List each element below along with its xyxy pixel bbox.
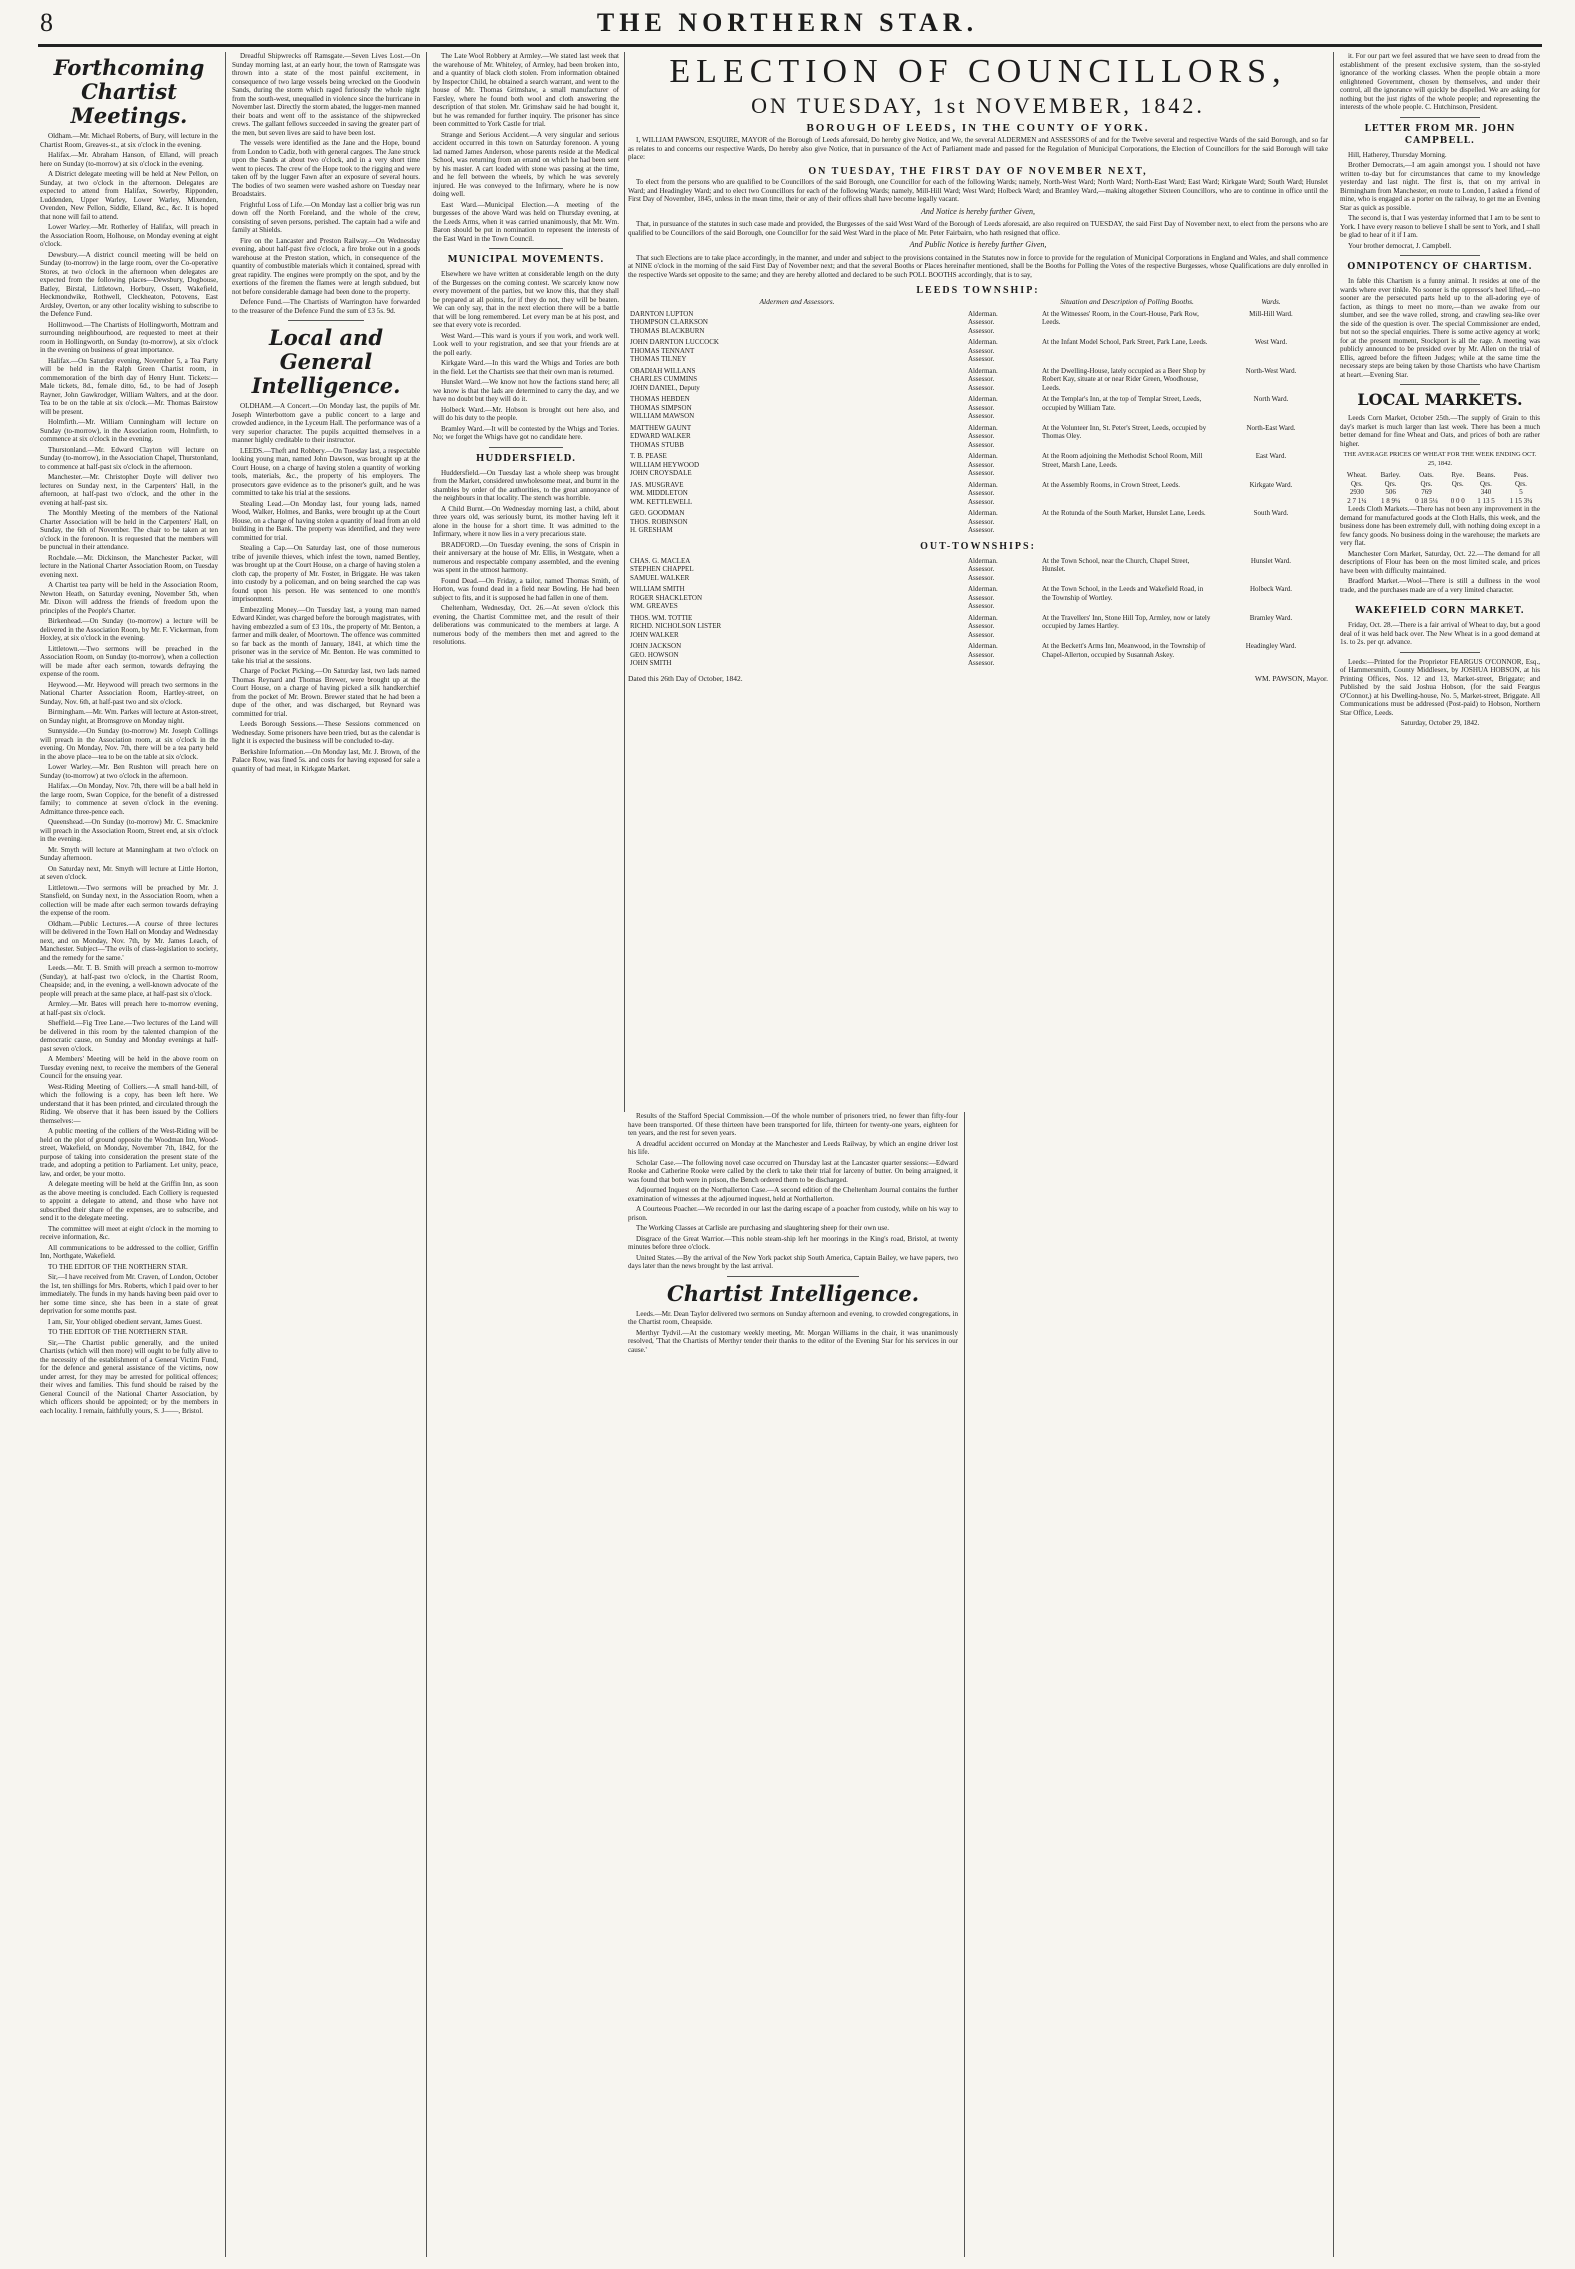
ward-name: Headingley Ward. [1245,642,1297,650]
election-paragraph: That such Elections are to take place accordingly, in the manner, and under and subject to the provisions contained in the Statutes now in force to provide for the regulation of Municipal Corporations in England and Wales, and shall commence at NINE o'clock in the morning of the said First Day of November next; and that the several Booths or Places hereinafter mentioned, shall be the Booths for Polling the Votes of the respective Burgesses, whose Qualifications are duly enrolled in the respective Wards set opposite to the same; and they are hereby allotted and declared to be such POLL BOOTHS accordingly, that is to say, [628,253,1328,279]
ward-name: North-East Ward. [1246,423,1296,432]
article: Leeds.—Mr. T. B. Smith will preach a sermon to-morrow (Sunday), at half-past two o'clock, in the Chartist Room, Cheapside; and, in the evening, a well-known advocate of the people will preach at the same place, at half-past six o'clock. [40,964,218,998]
price-cell: 1 13 5 [1477,496,1495,505]
officer-role: Assessor. [968,622,995,630]
officer-role: Assessor. [968,593,995,602]
leeds-township-table [628,298,1328,535]
ward-name: Bramley Ward. [1249,613,1293,622]
officer-role: Assessor. [968,375,995,383]
article: Thurstonland.—Mr. Edward Clayton will lecture on Sunday (to-morrow), in the Association Chapel, Thurstonland, to commence at half-past six o'clock in the afternoon. [40,445,218,471]
officer-name: SAMUEL WALKER [630,573,690,582]
polling-booth: At the Room adjoining the Methodist School Room, Mill Street, Marsh Lane, Leeds. [1042,452,1203,469]
officer-name: THOMAS SIMPSON [630,403,692,412]
imprint: Leeds:—Printed for the Proprietor FEARGUS O'CONNOR, Esq., of Hammersmith, County Middlesex, by JOSHUA HOBSON, at his Printing Offices, Nos. 12 and 13, Market-street, Briggate; and Published by the said Joshua Hobson, (for the said Feargus O'Connor,) at his Dwelling-house, No. 5, Market-street, Briggate. All Communications must be addressed (Post-paid) to Hobson, Northern Star Office, Leeds. [1340,657,1540,717]
polling-booth: At the Beckett's Arms Inn, Meanwood, in the Township of Chapel-Allerton, occupied by Susannah Askey. [1042,642,1206,659]
officer-role: Assessor. [968,517,995,526]
officer-role: Assessor. [968,565,995,573]
article: Dreadful Shipwrecks off Ramsgate.—Seven Lives Lost.—On Sunday morning last, at an early hour, the town of Ramsgate was thrown into a state of the most painful excitement, in consequence of two large vessels being wrecked on the Goodwin Sands, during the storm which raged furiously the whole night from the south-west, unequalled in violence since the hurricane in November last. Directly the storm abated, the lugger-men manned their boats and went off to the assistance of the shipwrecked crews. The gallant fellows succeeded in saving the greater part of the men, but seven lives are said to have been lost. [232,52,420,137]
short-rule [1400,384,1480,385]
article: Leeds Cloth Markets.—There has not been any improvement in the demand for manufactured goods at the Cloth Halls, this week, and the business done has been extremely dull, with nothing doing except in a few fancy goods. No business doing in the warehouse; the markets are very flat. [1340,505,1540,547]
section-heading-huddersfield: HUDDERSFIELD. [475,453,577,464]
article: Kirkgate Ward.—In this ward the Whigs and Tories are both in the field. Let the Chartists see that their own man is returned. [433,359,619,376]
officer-name: JOHN WALKER [630,630,679,639]
article: Armley.—Mr. Bates will preach here to-morrow evening, at half-past six o'clock. [40,1000,218,1017]
price-cell: Peas. [1513,471,1529,479]
page-number: 8 [40,8,53,37]
article: I am, Sir, Your obliged obedient servant, James Guest. [48,1317,202,1326]
polling-booth: At the Town School, near the Church, Chapel Street, Hunslet. [1042,556,1190,573]
article: The vessels were identified as the Jane and the Hope, bound from London to Cadiz, both with general cargoes. The Jane struck upon the Sands at about two o'clock, and in a very short time went to pieces. The crew of the Hope took to the rigging and were taken off by the lugger Fawn after an exposure of several hours. The bodies of two seamen were washed ashore on Tuesday near Broadstairs. [232,139,420,198]
officer-role: Alderman. [968,338,998,346]
officer-name: CHARLES CUMMINS [630,375,698,383]
chartist-articles [628,1310,958,1355]
article: Lower Warley.—Mr. Ben Rushton will preach here on Sunday (to-morrow) at two o'clock in the afternoon. [40,763,218,780]
article: Sunnyside.—On Sunday (to-morrow) Mr. Joseph Collings will preach in the Association room, at six o'clock in the evening. On Monday, Nov. 7th, there will be a tea party held in the above place—tea to be on the table at six o'clock. [40,727,218,761]
article: OLDHAM.—A Concert.—On Monday last, the pupils of Mr. Joseph Winterbottom gave a public concert to a large and crowded audience, in the Lyceum Hall. The performance was of a very superior character. The pupils acquitted themselves in a manner highly creditable to their instructor. [232,402,420,444]
column-1-articles [40,132,218,1415]
officer-role: Alderman. [968,585,998,593]
polling-booth: At the Rotunda of the South Market, Hunslet Lane, Leeds. [1042,509,1206,517]
officer-name: CHAS. G. MACLEA [630,556,691,565]
article: Hollinwood.—The Chartists of Hollingworth, Mottram and surrounding neighbourhood, are requested to meet at their room in Hollingworth, on Sunday (to-morrow), at six o'clock in the evening on business of great importance. [40,320,218,354]
polling-booth: At the Witnesses' Room, in the Court-House, Park Row, Leeds. [1042,309,1199,326]
section-heading-local: Local and General Intelligence. [251,325,401,398]
officer-role: Alderman. [968,395,998,403]
price-cell: 340 [1480,488,1492,496]
officer-role: Assessor. [968,526,995,534]
article: West-Riding Meeting of Colliers.—A small hand-bill, of which the following is a copy, has been left here. We understand that it has been printed, and circulated through the Riding. We observe that it has been issued by the Colliers themselves:— [40,1082,218,1125]
column-divider [1333,52,1334,2257]
article: A Courteous Poacher.—We recorded in our last the daring escape of a poacher from custody, while on his way to prison. [628,1205,958,1222]
borough-heading: BOROUGH OF LEEDS, IN THE COUNTY OF YORK. [806,122,1150,134]
article: A delegate meeting will be held at the Griffin Inn, as soon as the above meeting is concluded. Each Colliery is requested to appoint a delegate to attend, and those who have not subscribed their share of the expenses, are to subscribe, and send it to the delegate meeting. [40,1180,218,1222]
officer-role: Assessor. [968,469,995,477]
ward-row [628,364,1328,393]
dated-line: Dated this 26th Day of October, 1842. [628,673,743,683]
ward-row [628,582,1328,611]
article: Holbeck Ward.—Mr. Hobson is brought out here also, and will do his duty to the people. [433,405,619,422]
ward-row [628,335,1328,364]
article: The Monthly Meeting of the members of the National Charter Association will be held in the Carpenters' Hall, on Sunday, the 6th of November. The chair to be taken at ten o'clock in the forenoon. It is requested that the members will be punctual in their attendance. [40,509,218,551]
article: TO THE EDITOR OF THE NORTHERN STAR. [48,1328,188,1336]
officer-role: Assessor. [968,659,995,667]
wakefield-heading: WAKEFIELD CORN MARKET. [1355,606,1525,616]
officer-role: Assessor. [968,318,995,326]
article: Leeds Borough Sessions.—These Sessions commenced on Wednesday. Some prisoners have been tried, but as the calendar is light it is expected the business will be concluded to-day. [232,720,420,745]
price-cell: 5 [1519,488,1523,496]
column-2 [232,52,420,2257]
ward-name: Kirkgate Ward. [1249,480,1293,489]
article: Results of the Stafford Special Commission.—Of the whole number of prisoners tried, no fewer than fifty-four have been transported. Of these thirteen have been transported for life, thirteen for twenty-one years, eighteen for ten years, and the rest for seven years. [628,1112,958,1137]
article: Leeds.—Mr. Dean Taylor delivered two sermons on Sunday afternoon and evening, to crowded congregations, in the Chartist room, Cheapside. [628,1309,958,1326]
officer-name: WILLIAM SMITH [630,585,685,593]
article: Strange and Serious Accident.—A very singular and serious accident occurred in this town on Saturday forenoon. A young lad named James Anderson, whose parents reside at the Medical School, was returning from an errand on which he had been sent by his master. A cart loaded with stone was passing at the time, and he fell between the wheels, by which he was severely injured. He was conveyed to the Infirmary, where he is now doing well. [433,130,619,198]
article: Lower Warley.—Mr. Rotherley of Halifax, will preach in the Association Room, Holhouse, on Monday evening at eight o'clock. [40,223,218,248]
price-cell: Oats. [1419,471,1434,479]
short-rule [489,447,563,448]
article: Birmingham.—Mr. Wm. Parkes will lecture at Aston-street, on Sunday night, at Bromsgrove on Monday night. [40,708,218,725]
officer-name: JAS. MUSGRAVE [630,480,684,489]
officer-name: THOMAS STUBB [630,440,684,449]
election-title: ELECTION OF COUNCILLORS, [669,53,1287,90]
column-3 [433,52,619,2257]
ward-name: South Ward. [1253,509,1289,517]
officer-role: Alderman. [968,366,998,375]
article: BRADFORD.—On Tuesday evening, the sons of Crispin in their anniversary at the house of Mr. Ellis, in Westgate, when a numerous and respectable company assembled, and the evening was spent in the utmost harmony. [433,540,619,574]
article: The second is, that I was yesterday informed that I am to be sent to York. I have every reason to believe I shall be sent to York, and I shall be glad to hear of it if I am. [1340,214,1540,239]
officer-name: T. B. PEASE [630,452,667,460]
article: Defence Fund.—The Chartists of Warrington have forwarded to the treasurer of the Defence Fund the sum of £3 5s. 9d. [232,298,420,315]
article: Sir,—I have received from Mr. Craven, of London, October the 1st, ten shillings for Mrs. Roberts, which I paid over to her immediately. The funds in my hands having been paid over to her some time since, she has been in a state of great deprivation for some months past. [40,1273,218,1315]
column-divider [426,52,427,2257]
short-rule [1400,117,1480,118]
article: A Chartist tea party will be held in the Association Room, Newton Heath, on Saturday evening, November 5th, when Mr. Dixon will address the friends of freedom upon the principles of the People's Charter. [40,581,218,615]
ward-name: North Ward. [1253,395,1289,403]
officer-role: Alderman. [968,509,998,517]
article: The committee will meet at eight o'clock in the morning to receive information, &c. [40,1224,218,1241]
article: Berkshire Information.—On Monday last, Mr. J. Brown, of the Palace Row, was fined 5s. and costs for having exposed for sale a quantity of bad meat, in Kirkgate Market. [232,747,420,773]
officer-name: WILLIAM HEYWOOD [630,460,700,469]
ward-row [628,611,1328,640]
officer-name: H. GRESHAM [630,526,673,534]
price-cell: 0 18 5¼ [1415,496,1438,505]
ward-name: Holbeck Ward. [1249,585,1293,593]
officer-name: DARNTON LUPTON [630,309,694,318]
price-cell: Rye. [1451,471,1465,479]
column-3-mid-articles [433,270,619,442]
polling-booth: At the Volunteer Inn, St. Peter's Street, Leeds, occupied by Thomas Oley. [1042,423,1207,440]
officer-name: MATTHEW GAUNT [630,423,692,432]
officer-role: Assessor. [968,650,995,659]
article: Friday, Oct. 28.—There is a fair arrival of Wheat to day, but a good deal of it was held back over. The New Wheat is in a good demand at 1s. to 2s. per qr. advance. [1340,621,1540,646]
officer-role: Assessor. [968,489,995,497]
article: Adjourned Inquest on the Northallerton Case.—A second edition of the Cheltenham Journal contains the further examination of witnesses at the adjourned inquest, held at Northallerton. [628,1186,958,1203]
polling-booth: At the Travellers' Inn, Stone Hill Top, Armley, now or lately occupied by James Hartley. [1042,613,1211,630]
article: Oldham.—Mr. Michael Roberts, of Bury, will lecture in the Chartist Room, Greaves-st., at six o'clock in the evening. [40,132,218,149]
ward-name: East Ward. [1255,452,1287,460]
officer-role: Assessor. [968,412,995,420]
section-heading-meetings: Forthcoming Chartist Meetings. [53,55,205,128]
officer-name: EDWARD WALKER [630,432,691,440]
article: Heywood.—Mr. Heywood will preach two sermons in the National Charter Association Room, Hartley-street, on Sunday, Nov. 6th, at half-past two and six o'clock. [40,680,218,706]
col-head-wards: Wards. [1261,298,1281,306]
article: Found Dead.—On Friday, a tailor, named Thomas Smith, of Horton, was found dead in a field near Bowling. He had been subject to fits, and it is supposed he had fallen in one of them. [433,576,619,602]
signature-line [628,674,1328,683]
officer-role: Assessor. [968,602,995,610]
column-4-articles [628,1112,958,1271]
article: Frightful Loss of Life.—On Monday last a collier brig was run down off the North Foreland, and the whole of the crew, consisting of seven persons, perished. The captain had a wife and family at Shields. [232,200,420,234]
notice-line: And Public Notice is hereby further Given, [909,240,1047,249]
officer-name: GEO. HOWSON [630,650,679,659]
polling-booth: At the Templar's Inn, at the top of Templar Street, Leeds, occupied by William Tate. [1042,395,1202,412]
officer-role: Alderman. [968,642,998,650]
officer-role: Assessor. [968,326,995,335]
ward-name: Mill-Hill Ward. [1249,309,1293,318]
ward-name: North-West Ward. [1245,366,1297,375]
officer-name: WM. MIDDLETON [630,489,688,497]
markets-heading: LOCAL MARKETS. [1357,390,1523,409]
ward-row [628,392,1328,421]
officer-name: THOMAS TILNEY [630,355,687,363]
article: Sir,—The Chartist public generally, and the united Chartists (which will then more) will ought to be fully alive to the necessity of the establishment of a General Victim Fund, for the defence and general assistance of the victims, now under arrest, for they may be arrested for political offences; their wives and families. This fund should be raised by the General Council of the National Charter Association, by which officers should be appointed; or by the members in each locality. I remain, faithfully yours, S. J——, Bristol. [40,1338,218,1415]
ward-row [628,639,1328,668]
section-heading-municipal: MUNICIPAL MOVEMENTS. [447,255,605,265]
officer-name: RICHD. NICHOLSON LISTER [630,622,722,630]
ward-row [628,307,1328,336]
article: On Saturday next, Mr. Smyth will lecture at Little Horton, at seven o'clock. [40,864,218,881]
officer-name: JOHN DARNTON LUCCOCK [630,338,719,346]
price-cell: Qrs. [1350,479,1363,488]
short-rule [288,320,363,321]
election-date-title: ON TUESDAY, 1st NOVEMBER, 1842. [751,93,1205,118]
article: Dewsbury.—A district council meeting will be held on Sunday (to-morrow) in the large room, over the Co-operative Stores, at two o'clock in the afternoon when delegates are expected from the following places—Dewsbury, Dogbouse, Batley, Birstal, Littletown, Horbury, Ossett, Wakefield, Heckmondwike, Rothwell, Cleckheaton, Potovens, East Ardsley, Overton, or any other locality wishing to subscribe to the Defence Fund. [40,250,218,318]
officer-name: THOMPSON CLARKSON [630,318,708,326]
ward-row [628,449,1328,478]
polling-booth: At the Assembly Rooms, in Crown Street, Leeds. [1042,480,1181,489]
article: Oldham.—Public Lectures.—A course of three lectures will be delivered in the Town Hall on Monday and Wednesday next, and on Monday, Nov. 7th, by Mr. James Leach, of Manchester. Subject—'The evils of class-legislation to society, and the remedy for the same.' [40,919,218,962]
short-rule [1400,652,1480,653]
polling-booth: At the Town School, in the Leeds and Wakefield Road, in the Township of Wortley. [1042,585,1204,602]
price-cell: 0 0 0 [1450,496,1465,505]
article: Birkenhead.—On Sunday (to-morrow) a lecture will be delivered in the Association Room, by Mr. F. Vickerman, from Hoxley, at six o'clock in the evening. [40,617,218,642]
election-notice [628,52,1328,683]
ward-row [628,478,1328,507]
officer-role: Assessor. [968,630,995,639]
officer-role: Alderman. [968,309,998,318]
officer-role: Assessor. [968,497,995,506]
officer-name: THOS. WM. TOTTIE [630,613,693,622]
masthead-rule [38,44,1542,47]
article: Bramley Ward.—It will be contested by the Whigs and Tories. No; we forget the Whigs have got no candidate here. [433,424,619,441]
article: A Child Burnt.—On Wednesday morning last, a child, about three years old, was seriously burnt, its mother having left it alone in the house for a short time. It was admitted to the Infirmary, where it now lies in a very precarious state. [433,504,619,538]
price-cell: 2 7 1¼ [1347,496,1367,505]
article: A District delegate meeting will be held at New Pellon, on Sunday, at two o'clock in the afternoon. Delegates are expected to attend from Halifax, Sowerby, Ripponden, Luddenden, Upper Warley, Lower Warley, Mixenden, Ovenden, New Pellon, Siddle, Elland, &c., &c. It is hoped that none will fail to attend. [40,170,218,221]
column-divider [964,1112,965,2257]
price-cell: Qrs. [1515,479,1527,488]
article: Merthyr Tydvil.—At the customary weekly meeting, Mr. Morgan Williams in the chair, it was unanimously resolved, 'That the Chartists of Merthyr tender their thanks to the editor of the Evening Star for his services in our cause.' [628,1328,958,1354]
average-prices-table [1340,471,1540,505]
article: Hill, Hatherey, Thursday Morning. [1348,150,1447,159]
letter-heading: LETTER FROM MR. JOHN CAMPBELL. [1364,123,1516,146]
price-cell: Beans. [1476,471,1496,479]
column-4-lower [628,1112,958,2257]
officer-name: WM. GREAVES [630,602,678,610]
column-1 [40,52,218,2257]
officer-role: Alderman. [968,556,998,565]
column-3-top-articles [433,52,619,243]
article: A dreadful accident occurred on Monday at the Manchester and Leeds Railway, by which an engine driver lost his life. [628,1139,958,1156]
election-intro: I, WILLIAM PAWSON, ESQUIRE, MAYOR of the Borough of Leeds aforesaid, Do hereby give Notice, and We, the several ALDERMEN and ASSESSORS of and for the Twelve several and respective Wards of the said Borough, and so far as relates to and concerns our respective Wards, Do hereby also give Notice, that in pursuance of the Act of Parliament made and passed for the Regulation of Municipal Corporations, the Election of Councillors for the said Borough will take place: [628,136,1328,161]
article: Holmfirth.—Mr. William Cunningham will lecture on Sunday (to-morrow), in the Association room, Holmfirth, to commence at six o'clock in the evening. [40,418,218,443]
ward-row [628,421,1328,450]
article: Halifax.—On Saturday evening, November 5, a Tea Party will be held in the Ralph Green Chartist room, in commemoration of the birth day of Henry Hunt. Tickets:—Male tickets, 8d., female ditto, 6d., to be had of Joseph Rayner, John Gawkrodger, William Walters, and at the door. Tea to be on the table at six o'clock.—Mr. Thomas Bairstow will be present. [40,356,218,416]
ward-row [628,554,1328,583]
article: TO THE EDITOR OF THE NORTHERN STAR. [48,1262,188,1271]
col-head-names: Aldermen and Assessors. [759,297,835,306]
officer-role: Assessor. [968,403,995,412]
issue-date: Saturday, October 29, 1842. [1400,719,1480,727]
officer-name: WM. KETTLEWELL [630,497,693,506]
article: A public meeting of the colliers of the West-Riding will be held on the plot of ground opposite the Woodman Inn, Wood-street, Wakefield, on Monday, November 7th, 1842, for the purpose of taking into consideration the present state of the trade, and adopting a petition to Parliament. Let unity, peace, law, and order, be your motto. [40,1127,218,1178]
article: Your brother democrat, J. Campbell. [1348,241,1452,250]
article: Littletown.—Two sermons will be preached by Mr. J. Stansfield, on Sunday next, in the Association Room, when a collection will be made after each sermon towards defraying the expense of the room. [40,883,218,917]
price-cell: 1 8 9¼ [1380,496,1401,505]
article: West Ward.—This ward is yours if you work, and work well. Look well to your registration, and see that your friends are at the poll early. [433,331,619,357]
officer-role: Assessor. [968,573,995,582]
article: Hunslet Ward.—We know not how the factions stand here; all we know is that the lads are determined to carry the day, and we have no doubt but they will do it. [433,378,619,403]
omnipotency-heading: OMNIPOTENCY OF CHARTISM. [1347,262,1533,272]
article: East Ward.—Municipal Election.—A meeting of the burgesses of the above Ward was held on Thursday evening, at the Leeds Arms, when it was carried unanimously, that Mr. Wm. Baron should be put in nomination to represent the interests of the East Ward in the Town Council. [433,200,619,243]
officer-name: THOMAS BLACKBURN [630,326,705,335]
officer-role: Alderman. [968,613,998,622]
officer-role: Assessor. [968,346,995,355]
article: Stealing a Cap.—On Saturday last, one of those numerous tribe of juvenile thieves, which infest the town, named Bentley, was brought up at the Court House, on a charge of having stolen a cloth cap, the property of Mr. Foster, in Briggate. He was taken into custody by a policeman, and on being searched the cap was found upon his person. He was sentenced to one month's imprisonment. [232,544,420,603]
short-rule [727,1276,859,1277]
average-prices-heading: THE AVERAGE PRICES OF WHEAT FOR THE WEEK ENDING OCT. 25, 1842. [1343,451,1537,467]
letter-body [1340,151,1540,251]
election-day: ON TUESDAY, THE FIRST DAY OF NOVEMBER NEXT, [808,165,1148,177]
article: Disgrace of the Great Warrior.—This noble steam-ship left her moorings in the King's road, Bristol, at twenty minutes before three o'clock. [628,1234,958,1251]
price-cell: Qrs. [1384,479,1397,488]
price-cell: 769 [1421,488,1432,496]
officer-name: JOHN DANIEL, Deputy [630,383,700,392]
officer-name: WILLIAM MAWSON [630,412,695,420]
election-paragraph: To elect from the persons who are qualified to be Councillors of the said Borough, one Councillor for each of the following Wards; namely, North-West Ward; North Ward; North-East Ward; East Ward; Kirkgate Ward; South Ward; Hunslet Ward; and Headingley Ward; and to elect two Councillors for each of the following Wards; namely, Mill-Hill Ward; West Ward; Holbeck Ward; and Bramley Ward,—making altogether Sixteen Councillors, who are to continue in office until the First Day of November, 1845, unless in the mean time, their or any of their offices shall have become legally vacant. [628,178,1328,203]
article: Halifax.—On Monday, Nov. 7th, there will be a ball held in the large room, Swan Coppice, for the benefit of a distressed family; to commence at seven o'clock in the evening. Admittance three-pence each. [40,782,218,816]
election-paragraph: That, in pursuance of the statutes in such case made and provided, the Burgesses of the said West Ward of the Borough of Leeds aforesaid, are also required on TUESDAY, the said First Day of November next, to elect from the persons who are qualified to be Councillors of the said Borough, one Councillor for the said West Ward in the place of Mr. Peter Fairbairn, who hath resigned that office. [628,220,1328,237]
column-2-top-articles [232,52,420,315]
officer-role: Assessor. [968,432,995,440]
ward-row [628,506,1328,535]
price-cell: Qrs. [1451,479,1464,488]
article: Embezzling Money.—On Tuesday last, a young man named Edward Kinder, was charged before the borough magistrates, with having embezzled a sum of £3 10s., the property of Mr. Benton, a farmer and milk dealer, of Moortown. The offence was committed so far back as the month of January, 1841, at which time the prisoner was in the service of Mr. Benton. He was committed to take his trial at the sessions. [232,605,420,665]
column-2-lower-articles [232,402,420,773]
officer-name: JOHN CROYSDALE [630,469,692,477]
officer-role: Alderman. [968,452,998,460]
ward-name: West Ward. [1254,338,1288,346]
article: All communications to be addressed to the collier, Griffin Inn, Northgate, Wakefield. [40,1243,218,1260]
article: Halifax.—Mr. Abraham Hanson, of Elland, will preach here on Sunday (to-morrow) at six o'clock in the evening. [40,151,218,168]
article: Elsewhere we have written at considerable length on the duty of the Burgesses on the coming contest. We scarcely know now every movement of the parties, but we know this, that they shall be prepared at all points, for if they do not, they will be beaten. We can only say, that in the next election there will be a battle that will be long remembered. Let every man be at his post, and see that every vote is recorded. [433,270,619,329]
polling-booth: At the Infant Model School, Park Street, Park Lane, Leeds. [1042,338,1208,346]
officer-role: Assessor. [968,355,995,363]
ward-name: Hunslet Ward. [1250,556,1292,565]
article: A Members' Meeting will be held in the above room on Tuesday evening next, to receive the members of the General Council for the ensuing year. [40,1055,218,1080]
officer-name: THOMAS TENNANT [630,346,695,355]
polling-booth: At the Dwelling-House, lately occupied as a Beer Shop by Robert Kay, situate at or near Rider Green, Woodhouse, Leeds. [1042,366,1206,392]
price-cell: Qrs. [1480,479,1492,488]
article: Cheltenham, Wednesday, Oct. 26.—At seven o'clock this evening, the Chartist Committee met, and the result of their deliberations was communicated to the members at large. A numerous body of the members then met and agreed to the resolutions. [433,604,619,646]
township-heading: LEEDS TOWNSHIP: [916,285,1040,296]
officer-name: THOMAS HEBDEN [630,395,690,403]
article: Brother Democrats,—I am again amongst you. I should not have written to-day but for circumstances that came to my knowledge yesterday and last night. The first is, that on my arrival in Birmingham from Manchester, en route to London, I asked a friend of mine, who is engaged as a porter on the railway, to get me an Evening Star as quick as possible. [1340,161,1540,212]
column-divider [624,52,625,1112]
price-cell: Barley. [1380,471,1401,479]
short-rule [1400,255,1480,256]
price-cell: 1 15 3¼ [1509,496,1533,505]
officer-name: ROGER SHACKLETON [630,593,703,602]
price-cell: Qrs. [1420,479,1433,488]
price-cell [1445,488,1470,497]
officer-role: Assessor. [968,440,995,449]
officer-role: Assessor. [968,383,995,392]
officer-name: JOHN JACKSON [630,642,682,650]
article: Charge of Pocket Picking.—On Saturday last, two lads named Thomas Reynard and Thomas Brewer, were brought up at the Court House, on a charge of having picked a silk handkerchief from the pocket of Mr. Brown. Brewer stated that he had been a dupe of the other, and was discharged, but Reynard was committed for trial. [232,667,420,718]
officer-name: STEPHEN CHAPPEL [630,565,694,573]
article: Bradford Market.—Wool—There is still a dullness in the wool trade, and the purchases made are of a very limited character. [1340,577,1540,594]
article: Queenshead.—On Sunday (to-morrow) Mr. C. Smackmire will preach in the Association Room, Street end, at six o'clock in the evening. [40,818,218,843]
officer-name: THOS. ROBINSON [630,517,688,526]
short-rule [489,248,563,249]
mayor-signature: WM. PAWSON, Mayor. [1254,673,1328,683]
article: In fable this Chartism is a funny animal. It resides at one of the wards where ever tinkle. No sooner is the oppressor's heel lifted,—no sooner are the persecuted parts held up to the all-adoring eye of faction, as things to meet no more,—than we awake from our slumber, and see the wave rolled, strong, and crawling sea-like over the side of the question is over. The special Commissioner are ended, but not so the special enquiries. There is some active agency at work; for at the present moment, Stockport is all the rage. A meeting was publicly announced to be presided over by Mr. Allen on the trial of Ellis, agreed before the fifteen Judges; while at the same time the necessary steps are being taken by those Chartists who have Chartism at heart.—Evening Star. [1340,277,1540,379]
article: Littletown.—Two sermons will be preached in the Association Room, on Sunday (to-morrow), when a collection will be made after each sermon, towards defraying the expense of the room. [40,644,218,678]
short-rule [1400,599,1480,600]
article: Stealing Lead.—On Monday last, four young lads, named Wood, Walker, Holmes, and Banks, were brought up at the Court House, on a charge of having stolen a quantity of lead from an old building in the Bank. The property was identified, and they were committed for trial. [232,499,420,542]
price-cell: Wheat. [1346,471,1367,479]
article: Manchester.—Mr. Christopher Doyle will deliver two lectures on Sunday next, in the Carpenters' Hall, in the afternoon, at half-past two o'clock, and the other in the evening at half-past six. [40,473,218,507]
article: Fire on the Lancaster and Preston Railway.—On Wednesday evening, about half-past five o'clock, a fire broke out in a goods warehouse at the Preston station, which, in consequence of the quantity of combustible materials which it contained, spread with great rapidity. The engines were promptly on the spot, and by the exertions of the firemen the flames were at length subdued, but not before considerable damage had been done to the property. [232,236,420,296]
price-cell: 506 [1385,488,1396,496]
article: Rochdale.—Mr. Dickinson, the Manchester Packer, will lecture in the National Charter Association Room, on Tuesday evening next. [40,553,218,579]
article: Sheffield.—Fig Tree Lane.—Two lectures of the Land will be delivered in this room by the talented champion of the democratic cause, on Sunday and Monday evenings at half-past seven o'clock. [40,1019,218,1053]
price-cell: 2930 [1349,488,1364,496]
officer-name: JOHN SMITH [630,659,672,667]
officer-name: GEO. GOODMAN [630,509,685,517]
article: Manchester Corn Market, Saturday, Oct. 22.—The demand for all descriptions of Flour has been on the most limited scale, and prices have been with difficulty maintained. [1340,549,1540,575]
column-divider [225,52,226,2257]
article: United States.—By the arrival of the New York packet ship South America, Captain Bailey, we have papers, two days later than the news brought by the last arrival. [628,1253,958,1270]
article: Leeds Corn Market, October 25th.—The supply of Grain to this day's market is much larger than last week. There has been a much better demand for fine Wheat and Oats, and prices of both are rather higher. [1340,414,1540,448]
column-4b-lower [970,1112,1325,2257]
officer-role: Alderman. [968,423,998,432]
article: The Late Wool Robbery at Armley.—We stated last week that the warehouse of Mr. Whiteley, of Armley, had been broken into, and a quantity of black cloth stolen. From information obtained by Inspector Child, he obtained a search warrant, and went to the house of Mr. Thomas Grimshaw, a small manufacturer of Farsley, where he found both wool and cloth answering the description of that stolen. Mr. Grimshaw said he had bought it, but he was remanded for further inquiry. The prisoner has since been committed to York Castle for trial. [433,52,619,128]
column-3-lower-articles [433,469,619,647]
article: Mr. Smyth will lecture at Manningham at two o'clock on Sunday afternoon. [40,845,218,862]
col-head-booths: Situation and Description of Polling Booths. [1060,297,1194,306]
officer-role: Assessor. [968,460,995,469]
column-5 [1340,52,1540,2257]
officer-role: Alderman. [968,480,998,489]
article: The Working Classes at Carlisle are purchasing and slaughtering sheep for their own use. [636,1224,890,1232]
officer-name: OBADIAH WILLANS [630,366,696,375]
article: it. For our part we feel assured that we have seen to dread from the establishment of the present exclusive system, than the so-styled ignorance of the working classes. When the people obtain a more enlightened Government, chosen by themselves, and under their control, all the ignorance will quickly be dispelled. We are asking for nothing but the just rights of the whole people; and representing the interests of the whole people. C. Hutchinson, President. [1340,52,1540,111]
article: LEEDS.—Theft and Robbery.—On Tuesday last, a respectable looking young man, named John Dawson, was brought up at the Court House, on a charge of having stolen a quantity of working tools, materials, &c., the property of his employers. The prosecutors gave evidence as to the prisoner's guilt, and he was committed to take his trial at the sessions. [232,446,420,497]
masthead-title: THE NORTHERN STAR. [596,8,979,37]
article: Scholar Case.—The following novel case occurred on Thursday last at the Lancaster quarter sessions:—Edward Rooke and Catherine Rooke were called by the clerk to take their trial for larceny of butter. On being arraigned, it was found that both were in prison, the Bench ordered them to be discharged. [628,1158,958,1184]
section-heading-chartist: Chartist Intelligence. [666,1280,920,1306]
notice-line: And Notice is hereby further Given, [921,206,1035,216]
article: Huddersfield.—On Tuesday last a whole sheep was brought from the Market, considered unwholesome meat, and burnt in the shambles by order of the authorities, to the great annoyance of the neighbours in that locality. The stench was horrible. [433,468,619,502]
out-townships-heading: OUT-TOWNSHIPS: [920,540,1036,552]
out-townships-table [628,554,1328,668]
